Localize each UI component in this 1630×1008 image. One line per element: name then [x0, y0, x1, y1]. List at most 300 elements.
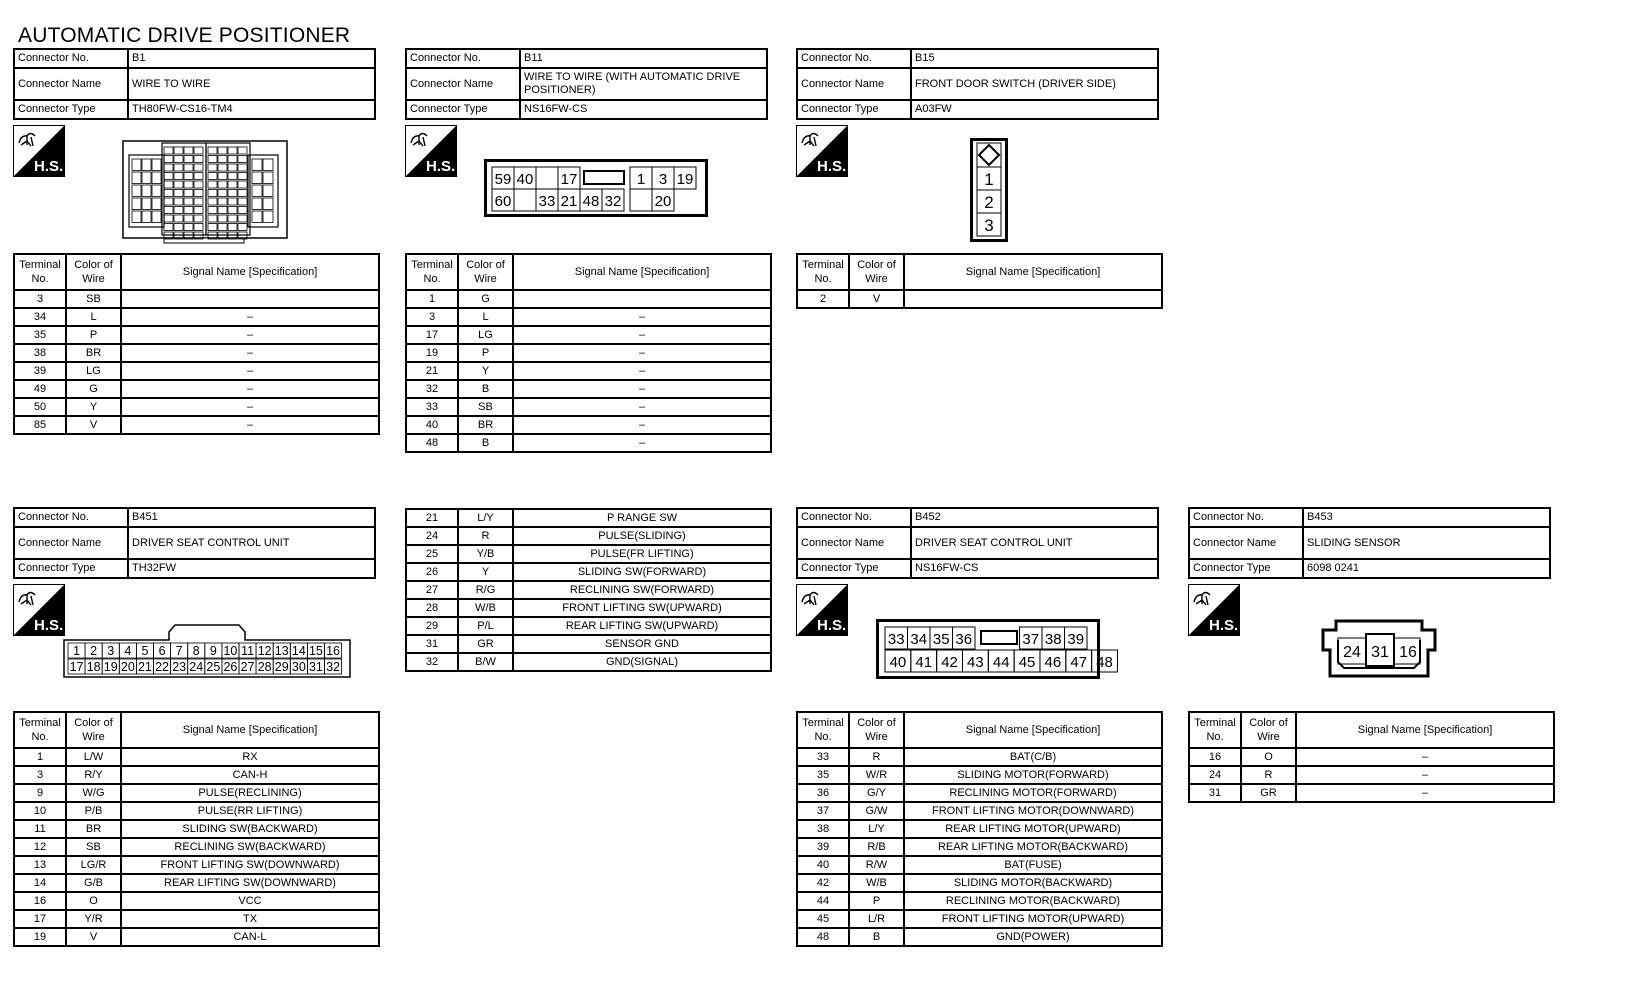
terminal-no-cell: 44 [797, 892, 849, 910]
pin-label: 2 [90, 644, 98, 658]
pin-label: 33 [538, 193, 556, 210]
table-header-row [797, 712, 1162, 748]
pin-label: 19 [676, 171, 694, 188]
pin-label: 4 [124, 644, 132, 658]
terminal-no-cell: 50 [14, 398, 66, 416]
table-row [797, 290, 1162, 308]
terminal-no-cell: 40 [797, 856, 849, 874]
harness-side-icon [13, 125, 65, 177]
hs-label: H.S. [34, 617, 64, 634]
connector-name-label: Connector Name [14, 527, 128, 559]
signal-name-cell: RECLINING MOTOR(FORWARD) [904, 784, 1162, 802]
wire-color-cell: SB [66, 838, 121, 856]
wire-color-cell: G/B [66, 874, 121, 892]
connector-type-value: NS16FW-CS [520, 100, 767, 119]
wire-color-cell: O [1241, 748, 1296, 766]
signal-name-cell: SLIDING SW(FORWARD) [513, 563, 771, 581]
signal-name-cell: PULSE(FR LIFTING) [513, 545, 771, 563]
wire-color-cell: L/R [849, 910, 904, 928]
terminal-no-cell: 17 [14, 910, 66, 928]
terminal-no-cell: 33 [406, 398, 458, 416]
pin-label: 3 [658, 171, 668, 188]
signal-name-cell: RECLINING MOTOR(BACKWARD) [904, 892, 1162, 910]
table-row [14, 928, 379, 946]
signal-name-cell: CAN-H [121, 766, 379, 784]
hs-label: H.S. [34, 158, 64, 175]
wire-color-cell: B [458, 380, 513, 398]
wire-color-cell: P/B [66, 802, 121, 820]
color-of-wire-header: Color of Wire [849, 254, 904, 290]
signal-name-cell: RECLINING SW(BACKWARD) [121, 838, 379, 856]
terminal-no-header: Terminal No. [1189, 712, 1241, 748]
pin-label: 33 [887, 631, 905, 648]
wire-color-cell: GR [458, 635, 513, 653]
terminal-no-cell: 32 [406, 653, 458, 671]
pin-label: 40 [889, 654, 907, 671]
connector-name-label: Connector Name [797, 68, 911, 100]
table-row [406, 635, 771, 653]
signal-name-cell: REAR LIFTING SW(DOWNWARD) [121, 874, 379, 892]
wire-color-cell: BR [66, 344, 121, 362]
table-row [406, 308, 771, 326]
terminal-no-cell: 31 [406, 635, 458, 653]
wire-color-cell: L/Y [458, 509, 513, 527]
connector-no-label: Connector No. [1189, 508, 1303, 527]
pin-label: 26 [223, 660, 238, 674]
connector-header-b15 [796, 48, 1159, 120]
connector-no-label: Connector No. [797, 49, 911, 68]
wire-color-cell: Y [458, 362, 513, 380]
signal-name-cell: VCC [121, 892, 379, 910]
terminal-no-cell: 29 [406, 617, 458, 635]
table-row [14, 308, 379, 326]
table-row [797, 856, 1162, 874]
table-row [14, 784, 379, 802]
terminal-no-cell: 27 [406, 581, 458, 599]
terminal-no-cell: 17 [406, 326, 458, 344]
terminal-no-cell: 3 [14, 766, 66, 784]
harness-side-icon [796, 584, 848, 636]
terminal-no-header: Terminal No. [14, 254, 66, 290]
connector-header-b11 [405, 48, 768, 120]
table-row [406, 344, 771, 362]
terminal-no-header: Terminal No. [797, 254, 849, 290]
signal-name-cell: – [513, 326, 771, 344]
signal-name-cell: – [121, 398, 379, 416]
pin-label: 20 [120, 660, 135, 674]
wire-color-cell: W/B [849, 874, 904, 892]
signal-name-cell: – [121, 326, 379, 344]
signal-name-cell: – [121, 380, 379, 398]
pin-label: 17 [69, 660, 84, 674]
connector-type-label: Connector Type [14, 100, 128, 119]
pin-label: 11 [241, 644, 255, 658]
connector-name-label: Connector Name [1189, 527, 1303, 559]
wire-color-cell: O [66, 892, 121, 910]
table-row [406, 563, 771, 581]
connector-face-b1 [122, 137, 288, 244]
terminal-no-cell: 45 [797, 910, 849, 928]
signal-name-cell: – [513, 416, 771, 434]
pin-label: 13 [274, 644, 289, 658]
pin-label: 23 [172, 660, 187, 674]
connector-no-label: Connector No. [14, 49, 128, 68]
wire-color-cell: R [1241, 766, 1296, 784]
pin-label: 43 [967, 654, 984, 671]
pin-label: 39 [1067, 631, 1085, 648]
table-row [406, 326, 771, 344]
signal-name-cell: SENSOR GND [513, 635, 771, 653]
table-row [406, 527, 771, 545]
table-header-row [1189, 712, 1554, 748]
terminal-no-cell: 3 [14, 290, 66, 308]
terminal-no-cell: 24 [406, 527, 458, 545]
pin-label: 32 [604, 193, 622, 210]
pin-label: 48 [1096, 654, 1113, 671]
terminal-no-cell: 14 [14, 874, 66, 892]
pin-label: 60 [494, 193, 512, 210]
table-row [406, 581, 771, 599]
pin-label: 35 [932, 631, 950, 648]
wire-color-cell: B/W [458, 653, 513, 671]
wire-color-cell: G [66, 380, 121, 398]
wire-color-cell: B [458, 434, 513, 452]
signal-name-header: Signal Name [Specification] [121, 712, 379, 748]
connector-no-value: B11 [520, 49, 767, 68]
table-row [797, 838, 1162, 856]
harness-side-icon [1188, 584, 1240, 636]
terminal-no-cell: 39 [797, 838, 849, 856]
pin-label: 44 [992, 654, 1010, 671]
signal-name-cell: – [121, 416, 379, 434]
signal-name-header: Signal Name [Specification] [904, 254, 1162, 290]
terminal-no-cell: 48 [797, 928, 849, 946]
signal-name-cell: PULSE(SLIDING) [513, 527, 771, 545]
pin-label: 22 [155, 660, 170, 674]
connector-name-label: Connector Name [406, 68, 520, 100]
terminal-no-cell: 12 [14, 838, 66, 856]
table-row [406, 290, 771, 308]
wire-color-cell: BR [458, 416, 513, 434]
connector-type-value: TH32FW [128, 559, 375, 578]
signal-name-cell: REAR LIFTING MOTOR(UPWARD) [904, 820, 1162, 838]
terminal-no-cell: 28 [406, 599, 458, 617]
pin-label: 3 [107, 644, 115, 658]
pin-label: 21 [137, 660, 152, 674]
signal-name-cell: RECLINING SW(FORWARD) [513, 581, 771, 599]
wire-color-cell: G/Y [849, 784, 904, 802]
pin-label: 12 [257, 644, 272, 658]
table-row [797, 766, 1162, 784]
color-of-wire-header: Color of Wire [66, 254, 121, 290]
signal-name-header: Signal Name [Specification] [1296, 712, 1554, 748]
table-row [14, 874, 379, 892]
connector-type-label: Connector Type [797, 100, 911, 119]
terminal-no-cell: 26 [406, 563, 458, 581]
signal-name-cell: RX [121, 748, 379, 766]
connector-name-value: WIRE TO WIRE [128, 68, 375, 100]
table-header-row [406, 254, 771, 290]
terminal-no-cell: 48 [406, 434, 458, 452]
signal-name-cell: – [1296, 766, 1554, 784]
pin-label: 5 [141, 644, 149, 658]
signal-name-cell: SLIDING SW(BACKWARD) [121, 820, 379, 838]
signal-name-cell [904, 290, 1162, 308]
signal-name-cell: CAN-L [121, 928, 379, 946]
wire-color-cell: L/W [66, 748, 121, 766]
pin-label: 14 [291, 644, 306, 658]
table-row [797, 892, 1162, 910]
table-row [406, 509, 771, 527]
table-row [14, 362, 379, 380]
wire-color-cell: W/B [458, 599, 513, 617]
connector-name-value: DRIVER SEAT CONTROL UNIT [128, 527, 375, 559]
terminal-no-cell: 38 [797, 820, 849, 838]
pin-label: 34 [910, 631, 928, 648]
table-row [1189, 784, 1554, 802]
connector-no-label: Connector No. [797, 508, 911, 527]
terminal-no-header: Terminal No. [406, 254, 458, 290]
signal-name-cell: – [121, 308, 379, 326]
terminal-no-cell: 16 [1189, 748, 1241, 766]
signal-name-cell: SLIDING MOTOR(BACKWARD) [904, 874, 1162, 892]
hs-label: H.S. [1209, 617, 1239, 634]
wire-color-cell: LG/R [66, 856, 121, 874]
signal-name-header: Signal Name [Specification] [904, 712, 1162, 748]
pin-label: 17 [560, 171, 578, 188]
signal-name-cell: – [513, 362, 771, 380]
signal-name-cell: P RANGE SW [513, 509, 771, 527]
signal-name-header: Signal Name [Specification] [121, 254, 379, 290]
wire-color-cell: B [849, 928, 904, 946]
table-row [797, 874, 1162, 892]
wire-color-cell: SB [458, 398, 513, 416]
signal-name-cell: GND(SIGNAL) [513, 653, 771, 671]
pin-label: 48 [582, 193, 600, 210]
terminal-no-cell: 32 [406, 380, 458, 398]
terminal-no-cell: 1 [14, 748, 66, 766]
hs-label: H.S. [817, 617, 847, 634]
harness-side-icon [796, 125, 848, 177]
signal-name-cell: PULSE(RECLINING) [121, 784, 379, 802]
connector-name-value: WIRE TO WIRE (WITH AUTOMATIC DRIVE POSITIONER) [520, 68, 767, 100]
terminal-table-b451 [13, 711, 380, 947]
signal-name-cell: – [513, 380, 771, 398]
connector-type-label: Connector Type [1189, 559, 1303, 578]
signal-name-cell: FRONT LIFTING SW(UPWARD) [513, 599, 771, 617]
color-of-wire-header: Color of Wire [66, 712, 121, 748]
connector-name-label: Connector Name [14, 68, 128, 100]
signal-name-cell: – [513, 344, 771, 362]
wire-color-cell: GR [1241, 784, 1296, 802]
connector-header-b1 [13, 48, 376, 120]
signal-name-cell [121, 290, 379, 308]
table-row [406, 362, 771, 380]
terminal-table-b15 [796, 253, 1163, 309]
terminal-table-b452 [796, 711, 1163, 947]
connector-type-value: 6098 0241 [1303, 559, 1550, 578]
signal-name-cell: TX [121, 910, 379, 928]
pin-label: 46 [1044, 654, 1062, 671]
connector-no-label: Connector No. [14, 508, 128, 527]
wire-color-cell: W/G [66, 784, 121, 802]
pin-label: 24 [1343, 644, 1361, 661]
pin-label: 6 [158, 644, 166, 658]
terminal-no-cell: 13 [14, 856, 66, 874]
wire-color-cell: LG [458, 326, 513, 344]
signal-name-cell [513, 290, 771, 308]
table-row [406, 545, 771, 563]
table-row [14, 856, 379, 874]
pin-label: 3 [984, 216, 994, 235]
signal-name-cell: – [513, 398, 771, 416]
wire-color-cell: R [458, 527, 513, 545]
color-of-wire-header: Color of Wire [849, 712, 904, 748]
connector-header-b451 [13, 507, 376, 579]
terminal-no-cell: 37 [797, 802, 849, 820]
table-row [14, 892, 379, 910]
wire-color-cell: LG [66, 362, 121, 380]
signal-name-cell: SLIDING MOTOR(FORWARD) [904, 766, 1162, 784]
connector-header-b453 [1188, 507, 1551, 579]
table-row [406, 398, 771, 416]
pin-label: 1 [73, 644, 81, 658]
table-header-row [14, 254, 379, 290]
pin-label: 19 [103, 660, 118, 674]
table-row [406, 653, 771, 671]
pin-label: 37 [1022, 631, 1040, 648]
connector-name-value: DRIVER SEAT CONTROL UNIT [911, 527, 1158, 559]
pin-label: 24 [189, 660, 204, 674]
wire-color-cell: Y/R [66, 910, 121, 928]
table-row [406, 434, 771, 452]
table-row [406, 599, 771, 617]
terminal-no-cell: 24 [1189, 766, 1241, 784]
pin-label: 29 [274, 660, 289, 674]
harness-side-icon [13, 584, 65, 636]
table-row [797, 802, 1162, 820]
signal-name-cell: REAR LIFTING SW(UPWARD) [513, 617, 771, 635]
connector-type-value: NS16FW-CS [911, 559, 1158, 578]
terminal-no-cell: 10 [14, 802, 66, 820]
color-of-wire-header: Color of Wire [458, 254, 513, 290]
connector-face-b453 [1322, 620, 1436, 678]
wire-color-cell: V [66, 928, 121, 946]
pin-label: 31 [308, 660, 323, 674]
wire-color-cell: R/Y [66, 766, 121, 784]
pin-label: 59 [494, 171, 512, 188]
table-row [797, 784, 1162, 802]
pin-label: 36 [955, 631, 973, 648]
wire-color-cell: Y/B [458, 545, 513, 563]
wire-color-cell: V [849, 290, 904, 308]
terminal-table-b451-continued [405, 508, 772, 672]
table-row [797, 820, 1162, 838]
table-row [1189, 748, 1554, 766]
terminal-no-cell: 21 [406, 362, 458, 380]
wire-color-cell: BR [66, 820, 121, 838]
pin-label: 7 [175, 644, 183, 658]
table-header-row [14, 712, 379, 748]
table-row [1189, 766, 1554, 784]
signal-name-cell: – [121, 344, 379, 362]
wire-color-cell: P [849, 892, 904, 910]
pin-label: 20 [654, 193, 672, 210]
wire-color-cell: R/W [849, 856, 904, 874]
pin-label: 8 [192, 644, 200, 658]
signal-name-cell: REAR LIFTING MOTOR(BACKWARD) [904, 838, 1162, 856]
pin-label: 25 [206, 660, 221, 674]
terminal-no-cell: 34 [14, 308, 66, 326]
terminal-no-cell: 31 [1189, 784, 1241, 802]
terminal-no-cell: 2 [797, 290, 849, 308]
signal-name-cell: – [1296, 748, 1554, 766]
pin-label: 18 [86, 660, 101, 674]
pin-label: 21 [560, 193, 578, 210]
terminal-no-header: Terminal No. [797, 712, 849, 748]
table-row [14, 344, 379, 362]
pin-label: 16 [1399, 644, 1417, 661]
terminal-no-cell: 21 [406, 509, 458, 527]
terminal-table-b11 [405, 253, 772, 453]
pin-label: 47 [1070, 654, 1088, 671]
wire-color-cell: R [849, 748, 904, 766]
pin-label: 28 [257, 660, 272, 674]
signal-name-cell: FRONT LIFTING SW(DOWNWARD) [121, 856, 379, 874]
terminal-no-cell: 25 [406, 545, 458, 563]
signal-name-cell: FRONT LIFTING MOTOR(DOWNWARD) [904, 802, 1162, 820]
harness-side-icon [405, 125, 457, 177]
table-row [14, 416, 379, 434]
terminal-table-b453 [1188, 711, 1555, 803]
pin-label: 1 [636, 171, 646, 188]
connector-no-value: B451 [128, 508, 375, 527]
signal-name-cell: BAT(FUSE) [904, 856, 1162, 874]
terminal-no-header: Terminal No. [14, 712, 66, 748]
signal-name-cell: – [513, 434, 771, 452]
connector-no-value: B1 [128, 49, 375, 68]
pin-label: 9 [209, 644, 217, 658]
signal-name-cell: – [121, 362, 379, 380]
page-title: AUTOMATIC DRIVE POSITIONER [18, 24, 351, 47]
wire-color-cell: P [66, 326, 121, 344]
pin-label: 1 [984, 170, 994, 189]
terminal-no-cell: 49 [14, 380, 66, 398]
table-header-row [797, 254, 1162, 290]
table-row [14, 326, 379, 344]
pin-label: 32 [326, 660, 341, 674]
terminal-no-cell: 42 [797, 874, 849, 892]
pin-label: 2 [984, 193, 994, 212]
signal-name-cell: BAT(C/B) [904, 748, 1162, 766]
table-row [14, 802, 379, 820]
connector-name-label: Connector Name [797, 527, 911, 559]
table-row [14, 398, 379, 416]
pin-label: 40 [516, 171, 534, 188]
wire-color-cell: G [458, 290, 513, 308]
table-row [797, 928, 1162, 946]
connector-type-value: TH80FW-CS16-TM4 [128, 100, 375, 119]
signal-name-cell: – [1296, 784, 1554, 802]
connector-face-b451 [63, 620, 351, 678]
connector-type-label: Connector Type [797, 559, 911, 578]
connector-name-value: SLIDING SENSOR [1303, 527, 1550, 559]
table-row [14, 290, 379, 308]
pin-label: 38 [1044, 631, 1062, 648]
terminal-no-cell: 16 [14, 892, 66, 910]
pin-label: 31 [1371, 644, 1389, 661]
pin-label: 42 [941, 654, 958, 671]
